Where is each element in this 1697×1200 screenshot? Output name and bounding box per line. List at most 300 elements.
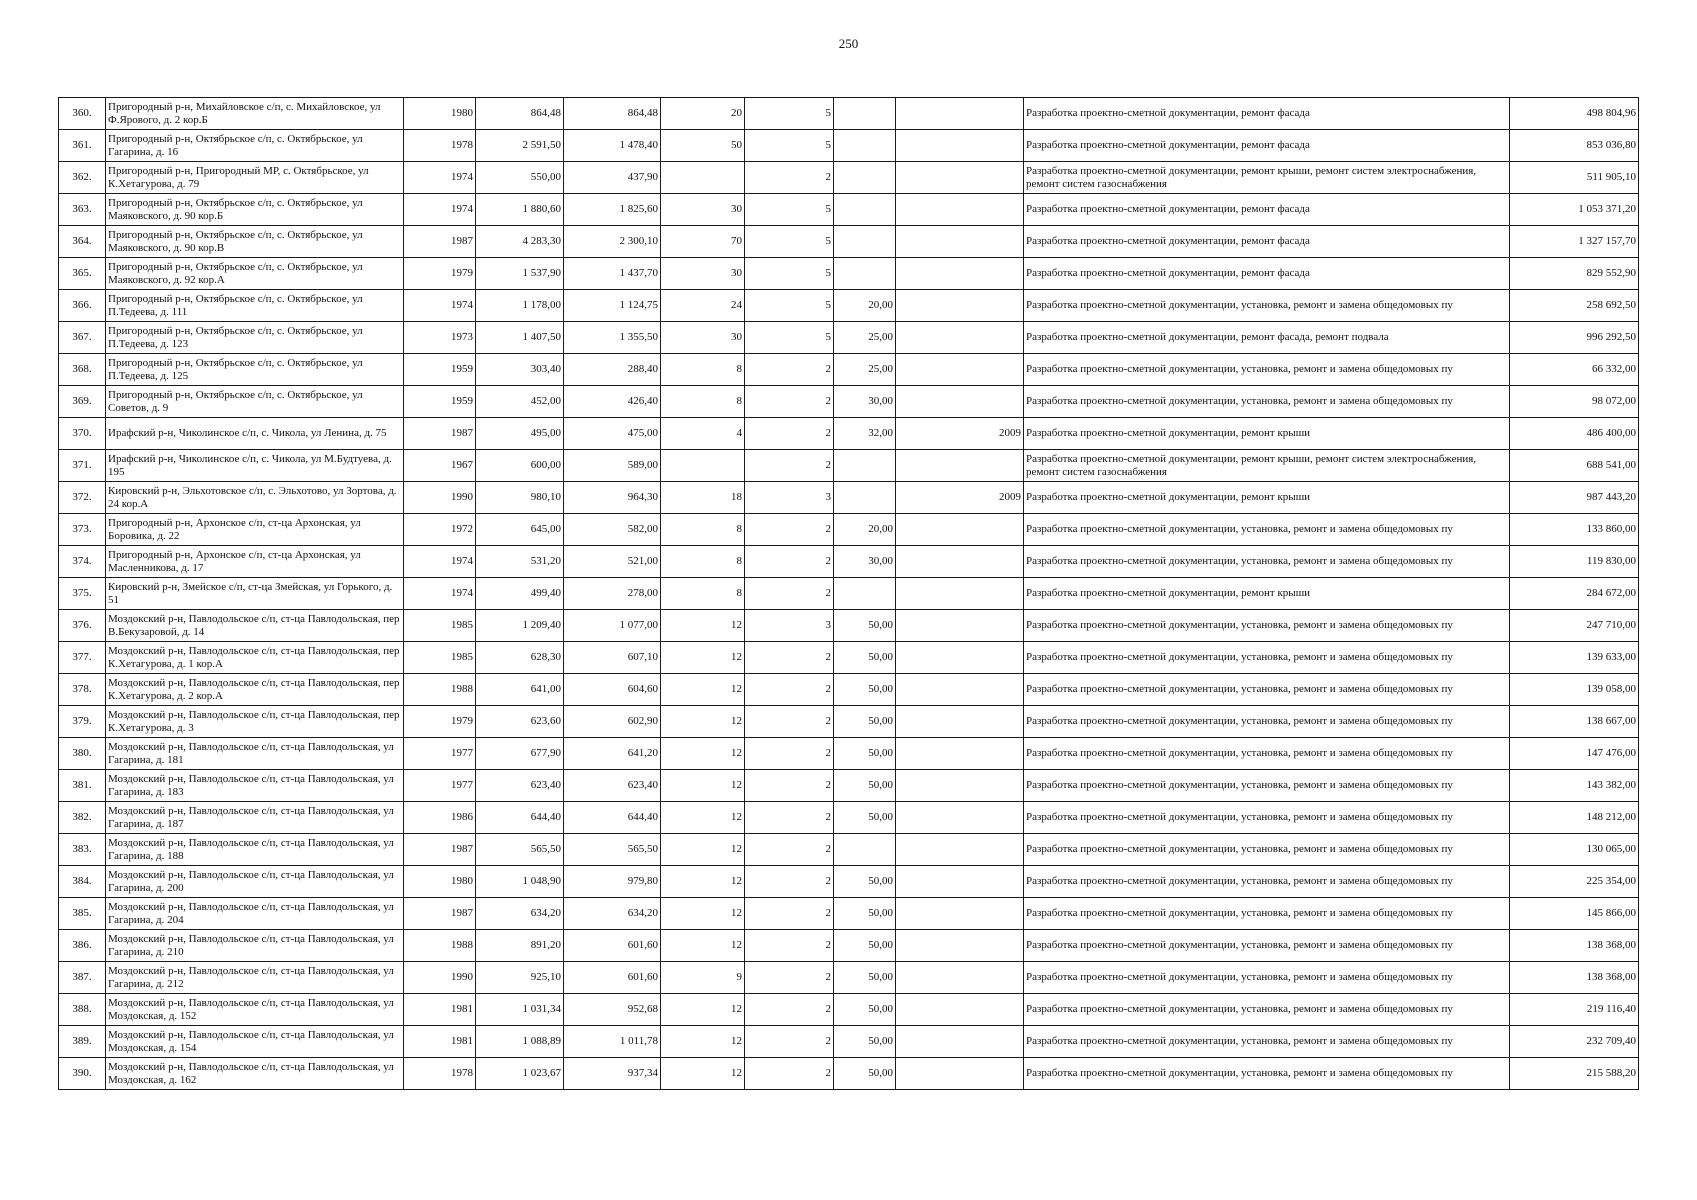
residents-cell: 50 xyxy=(661,130,745,162)
residents-cell: 12 xyxy=(661,1026,745,1058)
last-repair-year-cell xyxy=(896,258,1024,290)
total-area-cell: 645,00 xyxy=(476,514,564,546)
residents-cell xyxy=(661,162,745,194)
cost-cell: 138 667,00 xyxy=(1510,706,1639,738)
address-cell: Моздокский р-н, Павлодольское с/п, ст-ца Павлодольская, ул Моздокская, д. 162 xyxy=(106,1058,404,1090)
row-number: 386. xyxy=(59,930,106,962)
row-number: 370. xyxy=(59,418,106,450)
last-repair-year-cell xyxy=(896,546,1024,578)
work-description-cell: Разработка проектно-сметной документации, установка, ремонт и замена общедомовых пу xyxy=(1024,386,1510,418)
housing-repair-table xyxy=(58,97,1639,1090)
table-row xyxy=(59,194,1639,226)
residential-area-cell: 604,60 xyxy=(564,674,661,706)
address-cell: Моздокский р-н, Павлодольское с/п, ст-ца Павлодольская, ул Моздокская, д. 152 xyxy=(106,994,404,1026)
residential-area-cell: 602,90 xyxy=(564,706,661,738)
last-repair-year-cell xyxy=(896,738,1024,770)
floors-cell: 5 xyxy=(745,98,834,130)
work-description-cell: Разработка проектно-сметной документации, ремонт фасада, ремонт подвала xyxy=(1024,322,1510,354)
cost-cell: 145 866,00 xyxy=(1510,898,1639,930)
percent-cell: 50,00 xyxy=(834,930,896,962)
last-repair-year-cell xyxy=(896,994,1024,1026)
last-repair-year-cell xyxy=(896,322,1024,354)
row-number: 375. xyxy=(59,578,106,610)
floors-cell: 2 xyxy=(745,962,834,994)
last-repair-year-cell xyxy=(896,962,1024,994)
last-repair-year-cell xyxy=(896,514,1024,546)
row-number: 374. xyxy=(59,546,106,578)
work-description-cell: Разработка проектно-сметной документации, установка, ремонт и замена общедомовых пу xyxy=(1024,802,1510,834)
work-description-cell: Разработка проектно-сметной документации, установка, ремонт и замена общедомовых пу xyxy=(1024,290,1510,322)
percent-cell: 50,00 xyxy=(834,770,896,802)
address-cell: Моздокский р-н, Павлодольское с/п, ст-ца Павлодольская, ул Гагарина, д. 183 xyxy=(106,770,404,802)
floors-cell: 5 xyxy=(745,130,834,162)
cost-cell: 215 588,20 xyxy=(1510,1058,1639,1090)
address-cell: Пригородный р-н, Октябрьское с/п, с. Октябрьское, ул Советов, д. 9 xyxy=(106,386,404,418)
residential-area-cell: 644,40 xyxy=(564,802,661,834)
address-cell: Пригородный р-н, Октябрьское с/п, с. Октябрьское, ул Маяковского, д. 90 кор.Б xyxy=(106,194,404,226)
residents-cell: 18 xyxy=(661,482,745,514)
floors-cell: 2 xyxy=(745,386,834,418)
total-area-cell: 677,90 xyxy=(476,738,564,770)
cost-cell: 829 552,90 xyxy=(1510,258,1639,290)
last-repair-year-cell xyxy=(896,130,1024,162)
address-cell: Пригородный р-н, Архонское с/п, ст-ца Архонская, ул Боровика, д. 22 xyxy=(106,514,404,546)
percent-cell xyxy=(834,834,896,866)
row-number: 376. xyxy=(59,610,106,642)
floors-cell: 2 xyxy=(745,578,834,610)
address-cell: Моздокский р-н, Павлодольское с/п, ст-ца Павлодольская, ул Гагарина, д. 181 xyxy=(106,738,404,770)
address-cell: Пригородный р-н, Архонское с/п, ст-ца Архонская, ул Масленникова, д. 17 xyxy=(106,546,404,578)
year-cell: 1980 xyxy=(404,866,476,898)
table-row xyxy=(59,354,1639,386)
year-cell: 1981 xyxy=(404,994,476,1026)
cost-cell: 225 354,00 xyxy=(1510,866,1639,898)
row-number: 377. xyxy=(59,642,106,674)
address-cell: Пригородный р-н, Октябрьское с/п, с. Октябрьское, ул Маяковского, д. 92 кор.А xyxy=(106,258,404,290)
table-row xyxy=(59,418,1639,450)
year-cell: 1987 xyxy=(404,834,476,866)
address-cell: Моздокский р-н, Павлодольское с/п, ст-ца Павлодольская, пер К.Хетагурова, д. 1 кор.А xyxy=(106,642,404,674)
row-number: 360. xyxy=(59,98,106,130)
table-row xyxy=(59,290,1639,322)
year-cell: 1980 xyxy=(404,98,476,130)
total-area-cell: 1 537,90 xyxy=(476,258,564,290)
address-cell: Моздокский р-н, Павлодольское с/п, ст-ца Павлодольская, ул Гагарина, д. 210 xyxy=(106,930,404,962)
row-number: 384. xyxy=(59,866,106,898)
floors-cell: 2 xyxy=(745,1026,834,1058)
page-number: 250 xyxy=(838,36,859,51)
total-area-cell: 623,40 xyxy=(476,770,564,802)
last-repair-year-cell: 2009 xyxy=(896,418,1024,450)
percent-cell: 50,00 xyxy=(834,738,896,770)
last-repair-year-cell xyxy=(896,930,1024,962)
floors-cell: 5 xyxy=(745,226,834,258)
percent-cell: 50,00 xyxy=(834,962,896,994)
table-row xyxy=(59,546,1639,578)
address-cell: Пригородный р-н, Октябрьское с/п, с. Октябрьское, ул Гагарина, д. 16 xyxy=(106,130,404,162)
work-description-cell: Разработка проектно-сметной документации, установка, ремонт и замена общедомовых пу xyxy=(1024,962,1510,994)
residents-cell: 30 xyxy=(661,258,745,290)
residential-area-cell: 601,60 xyxy=(564,962,661,994)
work-description-cell: Разработка проектно-сметной документации, ремонт крыши, ремонт систем электроснабжения, ремонт систем газоснабжения xyxy=(1024,162,1510,194)
residents-cell: 8 xyxy=(661,354,745,386)
year-cell: 1959 xyxy=(404,386,476,418)
table-row xyxy=(59,866,1639,898)
residents-cell: 24 xyxy=(661,290,745,322)
residents-cell: 12 xyxy=(661,706,745,738)
floors-cell: 2 xyxy=(745,866,834,898)
year-cell: 1973 xyxy=(404,322,476,354)
cost-cell: 1 053 371,20 xyxy=(1510,194,1639,226)
residents-cell: 8 xyxy=(661,514,745,546)
address-cell: Моздокский р-н, Павлодольское с/п, ст-ца Павлодольская, ул Гагарина, д. 200 xyxy=(106,866,404,898)
table-row xyxy=(59,930,1639,962)
cost-cell: 148 212,00 xyxy=(1510,802,1639,834)
year-cell: 1972 xyxy=(404,514,476,546)
row-number: 379. xyxy=(59,706,106,738)
table-row xyxy=(59,962,1639,994)
work-description-cell: Разработка проектно-сметной документации, установка, ремонт и замена общедомовых пу xyxy=(1024,354,1510,386)
percent-cell: 25,00 xyxy=(834,354,896,386)
total-area-cell: 1 088,89 xyxy=(476,1026,564,1058)
year-cell: 1974 xyxy=(404,162,476,194)
year-cell: 1988 xyxy=(404,930,476,962)
percent-cell: 20,00 xyxy=(834,290,896,322)
address-cell: Моздокский р-н, Павлодольское с/п, ст-ца Павлодольская, пер В.Бекузаровой, д. 14 xyxy=(106,610,404,642)
residents-cell: 12 xyxy=(661,834,745,866)
year-cell: 1987 xyxy=(404,418,476,450)
table-row xyxy=(59,98,1639,130)
floors-cell: 2 xyxy=(745,418,834,450)
residents-cell: 12 xyxy=(661,642,745,674)
table-row xyxy=(59,322,1639,354)
percent-cell: 20,00 xyxy=(834,514,896,546)
last-repair-year-cell xyxy=(896,834,1024,866)
year-cell: 1985 xyxy=(404,642,476,674)
work-description-cell: Разработка проектно-сметной документации, установка, ремонт и замена общедомовых пу xyxy=(1024,514,1510,546)
residents-cell: 30 xyxy=(661,194,745,226)
year-cell: 1974 xyxy=(404,290,476,322)
row-number: 385. xyxy=(59,898,106,930)
residential-area-cell: 582,00 xyxy=(564,514,661,546)
work-description-cell: Разработка проектно-сметной документации, ремонт крыши xyxy=(1024,578,1510,610)
table-row xyxy=(59,770,1639,802)
floors-cell: 2 xyxy=(745,642,834,674)
residential-area-cell: 1 437,70 xyxy=(564,258,661,290)
residents-cell: 8 xyxy=(661,386,745,418)
year-cell: 1979 xyxy=(404,706,476,738)
percent-cell: 50,00 xyxy=(834,674,896,706)
residential-area-cell: 475,00 xyxy=(564,418,661,450)
table-row xyxy=(59,1058,1639,1090)
last-repair-year-cell: 2009 xyxy=(896,482,1024,514)
residential-area-cell: 1 355,50 xyxy=(564,322,661,354)
address-cell: Моздокский р-н, Павлодольское с/п, ст-ца Павлодольская, пер К.Хетагурова, д. 2 кор.А xyxy=(106,674,404,706)
year-cell: 1987 xyxy=(404,898,476,930)
percent-cell xyxy=(834,482,896,514)
total-area-cell: 303,40 xyxy=(476,354,564,386)
cost-cell: 247 710,00 xyxy=(1510,610,1639,642)
floors-cell: 2 xyxy=(745,162,834,194)
address-cell: Моздокский р-н, Павлодольское с/п, ст-ца Павлодольская, ул Гагарина, д. 212 xyxy=(106,962,404,994)
floors-cell: 2 xyxy=(745,802,834,834)
residential-area-cell: 437,90 xyxy=(564,162,661,194)
address-cell: Пригородный р-н, Михайловское с/п, с. Михайловское, ул Ф.Ярового, д. 2 кор.Б xyxy=(106,98,404,130)
last-repair-year-cell xyxy=(896,898,1024,930)
work-description-cell: Разработка проектно-сметной документации, ремонт фасада xyxy=(1024,258,1510,290)
residents-cell: 9 xyxy=(661,962,745,994)
table-row xyxy=(59,482,1639,514)
work-description-cell: Разработка проектно-сметной документации, установка, ремонт и замена общедомовых пу xyxy=(1024,898,1510,930)
address-cell: Моздокский р-н, Павлодольское с/п, ст-ца Павлодольская, ул Гагарина, д. 204 xyxy=(106,898,404,930)
row-number: 388. xyxy=(59,994,106,1026)
residential-area-cell: 601,60 xyxy=(564,930,661,962)
address-cell: Кировский р-н, Змейское с/п, ст-ца Змейская, ул Горького, д. 51 xyxy=(106,578,404,610)
row-number: 383. xyxy=(59,834,106,866)
row-number: 378. xyxy=(59,674,106,706)
total-area-cell: 1 407,50 xyxy=(476,322,564,354)
residents-cell: 12 xyxy=(661,770,745,802)
row-number: 366. xyxy=(59,290,106,322)
last-repair-year-cell xyxy=(896,1058,1024,1090)
total-area-cell: 1 178,00 xyxy=(476,290,564,322)
cost-cell: 119 830,00 xyxy=(1510,546,1639,578)
total-area-cell: 600,00 xyxy=(476,450,564,482)
last-repair-year-cell xyxy=(896,98,1024,130)
cost-cell: 511 905,10 xyxy=(1510,162,1639,194)
table-row xyxy=(59,898,1639,930)
cost-cell: 139 633,00 xyxy=(1510,642,1639,674)
total-area-cell: 4 283,30 xyxy=(476,226,564,258)
residential-area-cell: 979,80 xyxy=(564,866,661,898)
work-description-cell: Разработка проектно-сметной документации, установка, ремонт и замена общедомовых пу xyxy=(1024,546,1510,578)
table-row xyxy=(59,610,1639,642)
work-description-cell: Разработка проектно-сметной документации, установка, ремонт и замена общедомовых пу xyxy=(1024,866,1510,898)
last-repair-year-cell xyxy=(896,450,1024,482)
address-cell: Пригородный р-н, Октябрьское с/п, с. Октябрьское, ул П.Тедеева, д. 111 xyxy=(106,290,404,322)
floors-cell: 2 xyxy=(745,450,834,482)
last-repair-year-cell xyxy=(896,642,1024,674)
residential-area-cell: 634,20 xyxy=(564,898,661,930)
residents-cell: 12 xyxy=(661,1058,745,1090)
work-description-cell: Разработка проектно-сметной документации, установка, ремонт и замена общедомовых пу xyxy=(1024,834,1510,866)
total-area-cell: 641,00 xyxy=(476,674,564,706)
year-cell: 1974 xyxy=(404,546,476,578)
row-number: 364. xyxy=(59,226,106,258)
floors-cell: 3 xyxy=(745,610,834,642)
total-area-cell: 925,10 xyxy=(476,962,564,994)
year-cell: 1977 xyxy=(404,738,476,770)
floors-cell: 3 xyxy=(745,482,834,514)
table-row xyxy=(59,706,1639,738)
cost-cell: 219 116,40 xyxy=(1510,994,1639,1026)
percent-cell xyxy=(834,226,896,258)
residents-cell: 12 xyxy=(661,994,745,1026)
total-area-cell: 1 880,60 xyxy=(476,194,564,226)
cost-cell: 284 672,00 xyxy=(1510,578,1639,610)
cost-cell: 1 327 157,70 xyxy=(1510,226,1639,258)
row-number: 382. xyxy=(59,802,106,834)
table-row xyxy=(59,130,1639,162)
residents-cell: 20 xyxy=(661,98,745,130)
work-description-cell: Разработка проектно-сметной документации, установка, ремонт и замена общедомовых пу xyxy=(1024,642,1510,674)
row-number: 389. xyxy=(59,1026,106,1058)
cost-cell: 138 368,00 xyxy=(1510,930,1639,962)
year-cell: 1967 xyxy=(404,450,476,482)
cost-cell: 98 072,00 xyxy=(1510,386,1639,418)
row-number: 363. xyxy=(59,194,106,226)
work-description-cell: Разработка проектно-сметной документации, установка, ремонт и замена общедомовых пу xyxy=(1024,770,1510,802)
residential-area-cell: 2 300,10 xyxy=(564,226,661,258)
address-cell: Пригородный р-н, Октябрьское с/п, с. Октябрьское, ул Маяковского, д. 90 кор.В xyxy=(106,226,404,258)
year-cell: 1974 xyxy=(404,578,476,610)
total-area-cell: 628,30 xyxy=(476,642,564,674)
residential-area-cell: 278,00 xyxy=(564,578,661,610)
work-description-cell: Разработка проектно-сметной документации, ремонт фасада xyxy=(1024,98,1510,130)
residents-cell: 12 xyxy=(661,898,745,930)
residents-cell: 12 xyxy=(661,738,745,770)
floors-cell: 2 xyxy=(745,354,834,386)
year-cell: 1974 xyxy=(404,194,476,226)
residential-area-cell: 1 077,00 xyxy=(564,610,661,642)
last-repair-year-cell xyxy=(896,578,1024,610)
residential-area-cell: 952,68 xyxy=(564,994,661,1026)
row-number: 373. xyxy=(59,514,106,546)
year-cell: 1987 xyxy=(404,226,476,258)
total-area-cell: 1 048,90 xyxy=(476,866,564,898)
cost-cell: 987 443,20 xyxy=(1510,482,1639,514)
row-number: 387. xyxy=(59,962,106,994)
percent-cell: 50,00 xyxy=(834,610,896,642)
floors-cell: 5 xyxy=(745,290,834,322)
cost-cell: 486 400,00 xyxy=(1510,418,1639,450)
row-number: 361. xyxy=(59,130,106,162)
percent-cell: 30,00 xyxy=(834,386,896,418)
total-area-cell: 1 209,40 xyxy=(476,610,564,642)
floors-cell: 2 xyxy=(745,514,834,546)
residential-area-cell: 288,40 xyxy=(564,354,661,386)
floors-cell: 2 xyxy=(745,930,834,962)
percent-cell xyxy=(834,162,896,194)
year-cell: 1985 xyxy=(404,610,476,642)
table-row xyxy=(59,738,1639,770)
residential-area-cell: 1 478,40 xyxy=(564,130,661,162)
table-row xyxy=(59,674,1639,706)
table-row xyxy=(59,994,1639,1026)
total-area-cell: 623,60 xyxy=(476,706,564,738)
percent-cell xyxy=(834,258,896,290)
table-body xyxy=(59,98,1639,1090)
work-description-cell: Разработка проектно-сметной документации, установка, ремонт и замена общедомовых пу xyxy=(1024,610,1510,642)
residential-area-cell: 641,20 xyxy=(564,738,661,770)
work-description-cell: Разработка проектно-сметной документации, установка, ремонт и замена общедомовых пу xyxy=(1024,738,1510,770)
row-number: 365. xyxy=(59,258,106,290)
cost-cell: 147 476,00 xyxy=(1510,738,1639,770)
total-area-cell: 1 023,67 xyxy=(476,1058,564,1090)
residential-area-cell: 565,50 xyxy=(564,834,661,866)
work-description-cell: Разработка проектно-сметной документации, установка, ремонт и замена общедомовых пу xyxy=(1024,1026,1510,1058)
year-cell: 1978 xyxy=(404,1058,476,1090)
percent-cell xyxy=(834,194,896,226)
floors-cell: 2 xyxy=(745,706,834,738)
year-cell: 1990 xyxy=(404,482,476,514)
total-area-cell: 565,50 xyxy=(476,834,564,866)
cost-cell: 498 804,96 xyxy=(1510,98,1639,130)
row-number: 362. xyxy=(59,162,106,194)
address-cell: Пригородный р-н, Октябрьское с/п, с. Октябрьское, ул П.Тедеева, д. 125 xyxy=(106,354,404,386)
table-row xyxy=(59,226,1639,258)
row-number: 369. xyxy=(59,386,106,418)
last-repair-year-cell xyxy=(896,1026,1024,1058)
total-area-cell: 2 591,50 xyxy=(476,130,564,162)
residential-area-cell: 426,40 xyxy=(564,386,661,418)
cost-cell: 688 541,00 xyxy=(1510,450,1639,482)
total-area-cell: 634,20 xyxy=(476,898,564,930)
work-description-cell: Разработка проектно-сметной документации, установка, ремонт и замена общедомовых пу xyxy=(1024,994,1510,1026)
last-repair-year-cell xyxy=(896,354,1024,386)
work-description-cell: Разработка проектно-сметной документации, установка, ремонт и замена общедомовых пу xyxy=(1024,1058,1510,1090)
residents-cell: 12 xyxy=(661,802,745,834)
total-area-cell: 452,00 xyxy=(476,386,564,418)
table-row xyxy=(59,1026,1639,1058)
address-cell: Кировский р-н, Эльхотовское с/п, с. Эльхотово, ул Зортова, д. 24 кор.А xyxy=(106,482,404,514)
total-area-cell: 1 031,34 xyxy=(476,994,564,1026)
total-area-cell: 980,10 xyxy=(476,482,564,514)
table-row xyxy=(59,642,1639,674)
residential-area-cell: 864,48 xyxy=(564,98,661,130)
cost-cell: 133 860,00 xyxy=(1510,514,1639,546)
address-cell: Моздокский р-н, Павлодольское с/п, ст-ца Павлодольская, ул Моздокская, д. 154 xyxy=(106,1026,404,1058)
residents-cell: 12 xyxy=(661,866,745,898)
total-area-cell: 864,48 xyxy=(476,98,564,130)
cost-cell: 996 292,50 xyxy=(1510,322,1639,354)
cost-cell: 138 368,00 xyxy=(1510,962,1639,994)
last-repair-year-cell xyxy=(896,706,1024,738)
residents-cell: 4 xyxy=(661,418,745,450)
table-row xyxy=(59,450,1639,482)
residential-area-cell: 1 124,75 xyxy=(564,290,661,322)
address-cell: Моздокский р-н, Павлодольское с/п, ст-ца Павлодольская, ул Гагарина, д. 187 xyxy=(106,802,404,834)
year-cell: 1978 xyxy=(404,130,476,162)
residents-cell: 8 xyxy=(661,578,745,610)
floors-cell: 2 xyxy=(745,1058,834,1090)
work-description-cell: Разработка проектно-сметной документации, ремонт фасада xyxy=(1024,226,1510,258)
cost-cell: 232 709,40 xyxy=(1510,1026,1639,1058)
address-cell: Моздокский р-н, Павлодольское с/п, ст-ца Павлодольская, ул Гагарина, д. 188 xyxy=(106,834,404,866)
percent-cell: 50,00 xyxy=(834,994,896,1026)
last-repair-year-cell xyxy=(896,610,1024,642)
row-number: 390. xyxy=(59,1058,106,1090)
table-row xyxy=(59,162,1639,194)
residential-area-cell: 623,40 xyxy=(564,770,661,802)
percent-cell: 50,00 xyxy=(834,706,896,738)
residential-area-cell: 964,30 xyxy=(564,482,661,514)
work-description-cell: Разработка проектно-сметной документации, ремонт крыши xyxy=(1024,482,1510,514)
cost-cell: 139 058,00 xyxy=(1510,674,1639,706)
floors-cell: 2 xyxy=(745,674,834,706)
work-description-cell: Разработка проектно-сметной документации, ремонт фасада xyxy=(1024,130,1510,162)
table-row xyxy=(59,578,1639,610)
cost-cell: 66 332,00 xyxy=(1510,354,1639,386)
work-description-cell: Разработка проектно-сметной документации, установка, ремонт и замена общедомовых пу xyxy=(1024,930,1510,962)
last-repair-year-cell xyxy=(896,802,1024,834)
last-repair-year-cell xyxy=(896,162,1024,194)
residential-area-cell: 1 011,78 xyxy=(564,1026,661,1058)
total-area-cell: 644,40 xyxy=(476,802,564,834)
floors-cell: 5 xyxy=(745,258,834,290)
table-row xyxy=(59,386,1639,418)
percent-cell xyxy=(834,130,896,162)
